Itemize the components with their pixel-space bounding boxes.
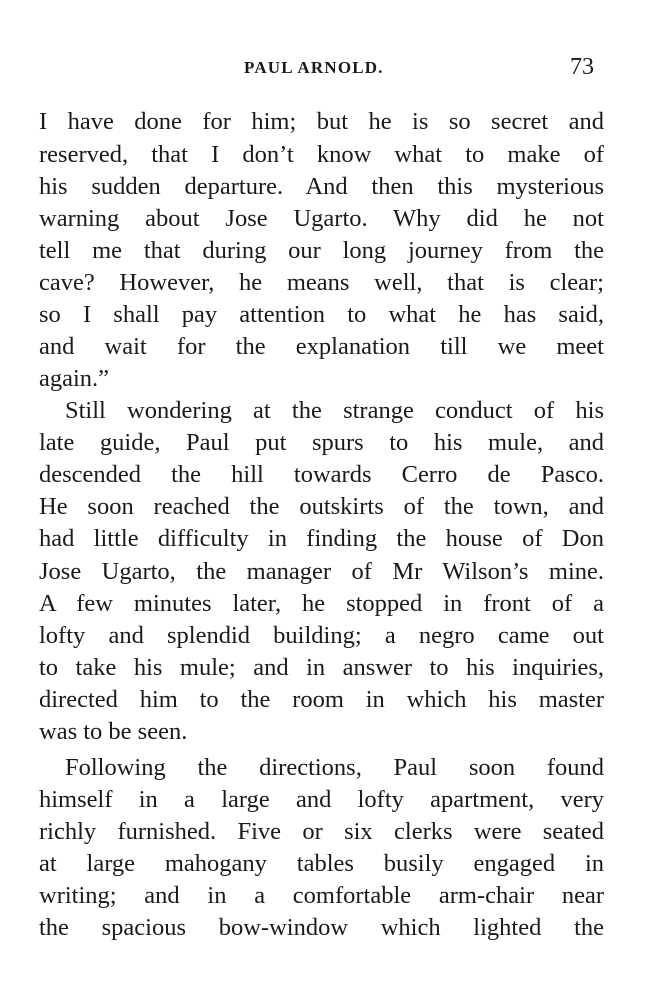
page-number: 73 xyxy=(570,54,594,80)
text-line: richly furnished. Five or six clerks were seated xyxy=(39,818,604,845)
text-line: descended the hill towards Cerro de Pasco. xyxy=(39,461,604,488)
text-line: lofty and splendid building; a negro came out xyxy=(39,622,604,649)
text-line: A few minutes later, he stopped in front of a xyxy=(39,590,604,617)
text-line: Following the directions, Paul soon found xyxy=(65,754,604,781)
text-line: to take his mule; and in answer to his inquiries, xyxy=(39,654,604,681)
text-line: He soon reached the outskirts of the town, and xyxy=(39,493,604,520)
text-line: his sudden departure. And then this mysterious xyxy=(39,173,604,200)
text-line: himself in a large and lofty apartment, very xyxy=(39,786,604,813)
text-line: reserved, that I don’t know what to make of xyxy=(39,141,604,168)
text-line: at large mahogany tables busily engaged in xyxy=(39,850,604,877)
text-line: tell me that during our long journey from the xyxy=(39,237,604,264)
text-line: I have done for him; but he is so secret and xyxy=(39,108,604,135)
text-line: was to be seen. xyxy=(39,718,188,745)
text-line: late guide, Paul put spurs to his mule, and xyxy=(39,429,604,456)
running-title: PAUL ARNOLD. xyxy=(244,58,384,77)
text-line: directed him to the room in which his master xyxy=(39,686,604,713)
text-line: Jose Ugarto, the manager of Mr Wilson’s mine. xyxy=(39,558,604,585)
text-line: so I shall pay attention to what he has said, xyxy=(39,301,604,328)
text-line: again.” xyxy=(39,365,110,392)
text-line: cave? However, he means well, that is clear; xyxy=(39,269,604,296)
text-line: writing; and in a comfortable arm-chair near xyxy=(39,882,604,909)
text-line: warning about Jose Ugarto. Why did he not xyxy=(39,205,604,232)
text-line: and wait for the explanation till we meet xyxy=(39,333,604,360)
text-line: the spacious bow-window which lighted the xyxy=(39,914,604,941)
text-line: had little difficulty in finding the house of Don xyxy=(39,525,604,552)
text-line: Still wondering at the strange conduct of his xyxy=(65,397,604,424)
